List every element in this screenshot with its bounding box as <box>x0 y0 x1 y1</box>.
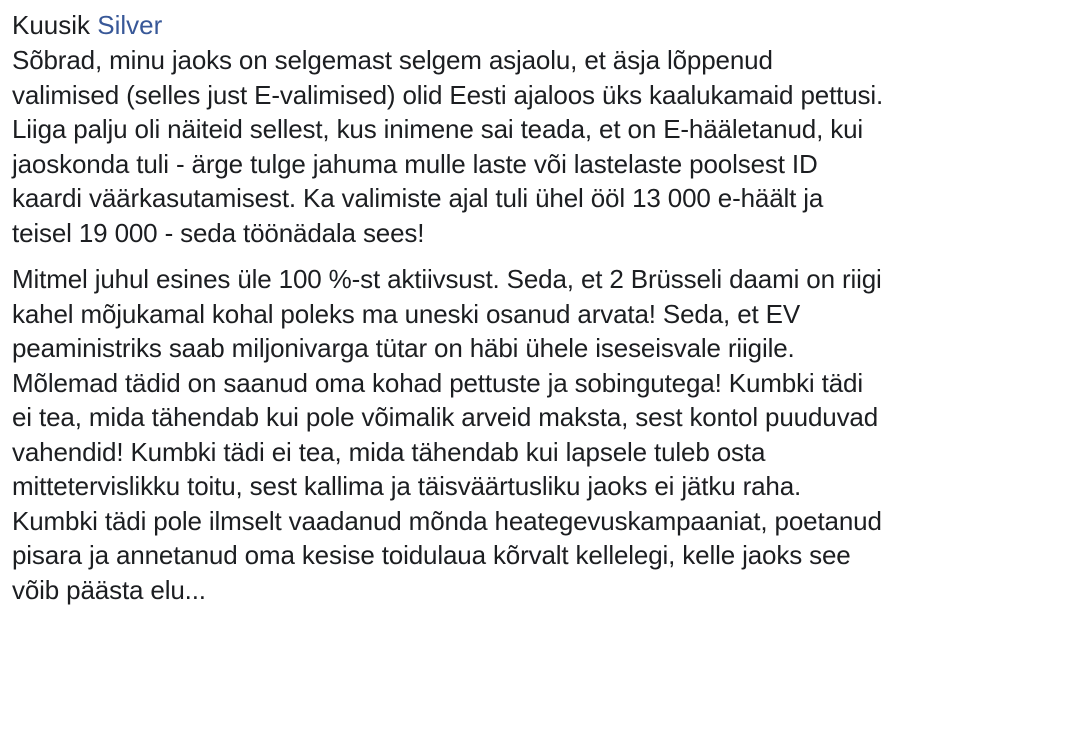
text-line: pisara ja annetanud oma kesise toidulaua kõrvalt kellelegi, kelle jaoks see <box>12 540 851 570</box>
text-line: valimised (selles just E-valimised) olid Eesti ajaloos üks kaalukamaid pettusi. <box>12 79 884 110</box>
text-line: vahendid! Kumbki tädi ei tea, mida tähendab kui lapsele tuleb osta <box>12 436 766 467</box>
text-line: Kumbki tädi pole ilmselt vaadanud mõnda heategevuskampaaniat, poetanud <box>12 505 882 536</box>
text-line: jaoskonda tuli - ärge tulge jahuma mulle laste või lastelaste poolsest ID <box>12 148 818 179</box>
text-line: teisel 19 000 - seda töönädala sees! <box>12 217 425 248</box>
author-first-name: Kuusik <box>12 10 91 40</box>
text-line: Sõbrad, minu jaoks on selgemast selgem asjaolu, et äsja lõppenud <box>12 45 773 75</box>
text-line: kahel mõjukamal kohal poleks ma uneski osanud arvata! Seda, et EV <box>12 298 801 329</box>
text-line: peaministriks saab miljonivarga tütar on häbi ühele iseseisvale riigile. <box>12 333 795 363</box>
post-paragraph-2 <box>12 262 1090 607</box>
text-line: Liiga palju oli näiteid sellest, kus inimene sai teada, et on E-hääletanud, kui <box>12 114 864 144</box>
text-line: mittetervislikku toitu, sest kallima ja täisväärtusliku jaoks ei jätku raha. <box>12 471 802 501</box>
author-profile-link[interactable]: Silver <box>97 10 163 40</box>
text-line: Mitmel juhul esines üle 100 %-st aktiivsust. Seda, et 2 Brüsseli daami on riigi <box>12 264 882 294</box>
text-line: kaardi väärkasutamisest. Ka valimiste ajal tuli ühel ööl 13 000 e-häält ja <box>12 183 824 213</box>
text-line: ei tea, mida tähendab kui pole võimalik arveid maksta, sest kontol puuduvad <box>12 402 879 432</box>
text-line: Mõlemad tädid on saanud oma kohad pettuste ja sobingutega! Kumbki tädi <box>12 367 863 398</box>
post-paragraph-1 <box>12 43 1090 250</box>
text-line: võib päästa elu... <box>12 574 206 605</box>
post-author <box>12 9 1090 41</box>
